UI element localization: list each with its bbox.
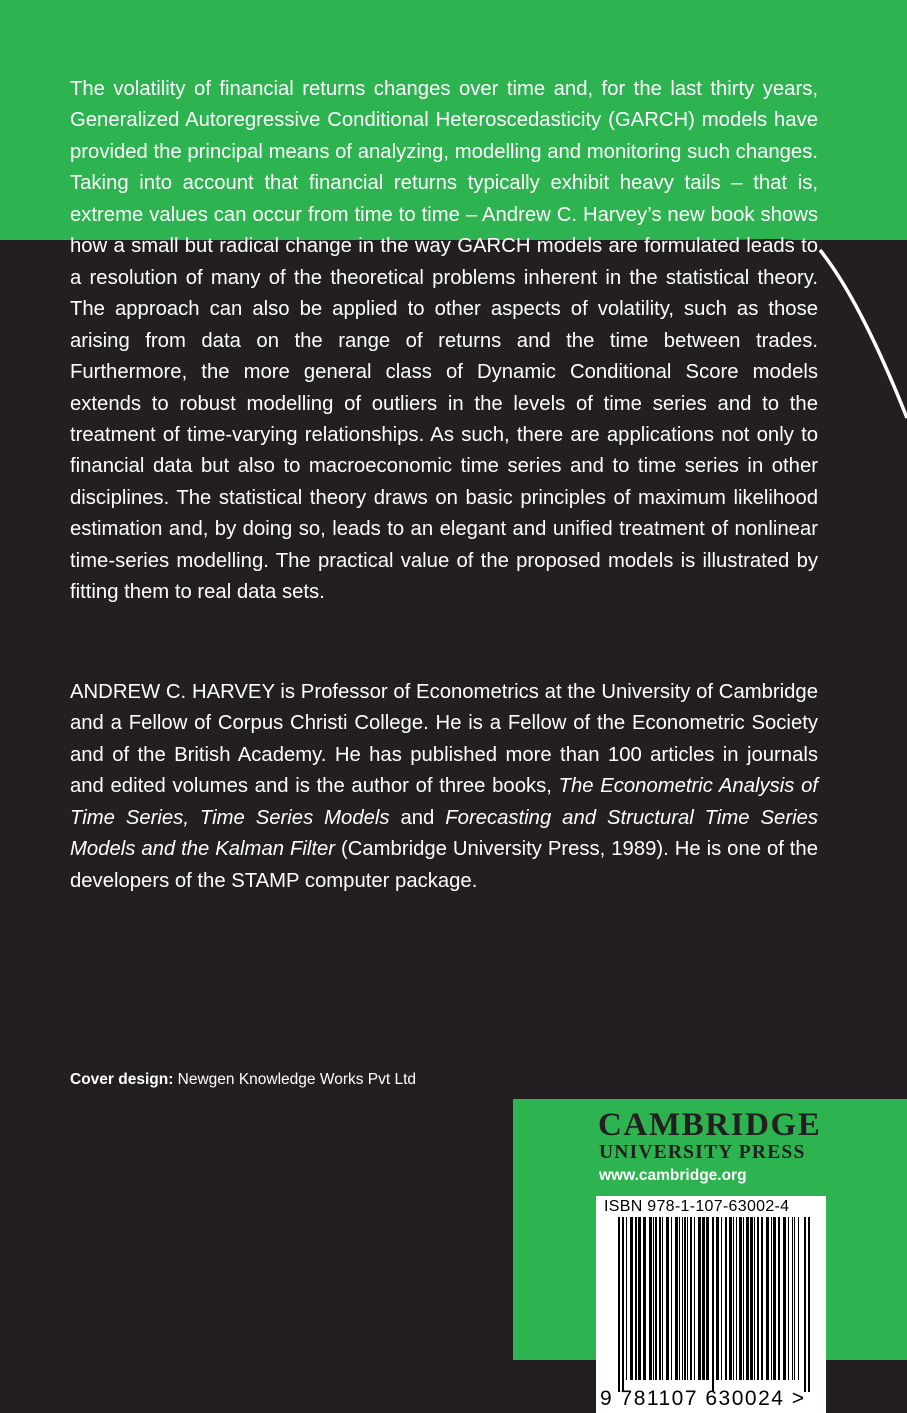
- cover-design-value: Newgen Knowledge Works Pvt Ltd: [173, 1071, 417, 1088]
- barcode-bar: [706, 1217, 709, 1380]
- barcode-bar: [746, 1217, 749, 1380]
- barcode-bar: [653, 1217, 654, 1380]
- barcode-bar: [666, 1217, 669, 1380]
- barcode-bar: [638, 1217, 641, 1380]
- barcode-bar: [743, 1217, 744, 1380]
- barcode-bar: [671, 1217, 672, 1380]
- barcode-bar: [798, 1217, 799, 1380]
- barcode-bar: [690, 1217, 692, 1380]
- barcode-bar: [771, 1217, 772, 1380]
- publisher-box: [513, 1099, 907, 1410]
- barcode-bar: [679, 1217, 680, 1380]
- barcode-bar: [804, 1217, 806, 1392]
- barcode-bar: [618, 1217, 620, 1392]
- barcode-bar: [659, 1217, 661, 1380]
- barcode-bar: [643, 1217, 646, 1380]
- author-bio-conjunction: and: [389, 806, 446, 829]
- barcode-bar: [778, 1217, 780, 1380]
- barcode-bar: [783, 1217, 786, 1380]
- barcode-bar: [649, 1217, 652, 1380]
- cover-design-credit: [70, 1069, 416, 1091]
- barcode-bar: [630, 1217, 633, 1380]
- barcode-bar: [682, 1217, 683, 1380]
- publisher-logo: CAMBRIDGE: [598, 1107, 822, 1143]
- barcode-bar: [635, 1217, 637, 1380]
- barcode-bar: [808, 1217, 810, 1392]
- barcode-bar: [792, 1217, 793, 1380]
- ean-digits: 9 781107 630024 >: [600, 1387, 806, 1410]
- barcode-bar: [750, 1217, 753, 1380]
- barcode-bar: [655, 1217, 657, 1380]
- book-title-1: The Econometric Analysis of Time Series, Time Series Models: [70, 775, 819, 829]
- author-bio: [70, 677, 818, 897]
- barcode-bar: [694, 1217, 695, 1380]
- back-cover-blurb: The volatility of financial returns changes over time and, for the last thirty years, Generalized Autoregressive Conditional Heteroscedasticity (GARCH) models have provided the principal means of analyzing, modelling and monitoring such changes. Taking into account that financial returns typically exhibit heavy tails – that is, extreme values can occur from time to time – Andrew C. Harvey’s new book shows how a small but radical change in the way GARCH models are formulated leads to a resolution of many of the theoretical problems inherent in the statistical theory. The approach can also be applied to other aspects of volatility, such as those arising from data on the range of returns and the time between trades. Furthermore, the more general class of Dynamic Conditional Score models extends to robust modelling of outliers in the levels of time series and to the treatment of time-varying relationships. As such, there are applications not only to financial data but also to macroeconomic time series and to time series in other disciplines. The statistical theory draws on basic principles of maximum likelihood estimation and, by doing so, leads to an elegant and unified treatment of nonlinear time-series modelling. The practical value of the proposed models is illustrated by fitting them to real data sets.: [70, 78, 818, 604]
- publisher-website: www.cambridge.org: [599, 1167, 747, 1184]
- barcode-bar: [662, 1217, 663, 1380]
- barcode-bar: [794, 1217, 795, 1380]
- barcode-bar: [622, 1217, 624, 1392]
- barcode-bar: [736, 1217, 737, 1380]
- barcode-bar: [687, 1217, 688, 1380]
- barcode-bar: [684, 1217, 686, 1380]
- author-bio-intro: ANDREW C. HARVEY is Professor of Econometrics at the University of Cambridge and a Fellow of Corpus Christi College. He is a Fellow of the Econometric Society and of the British Academy. He has published more than 100 articles in journals and edited volumes and is the author of three books,: [70, 681, 818, 798]
- barcode-bar: [698, 1217, 701, 1380]
- barcode-bar: [716, 1217, 719, 1380]
- book-title-2: Forecasting and Structural Time Series Models and the Kalman Filter: [70, 806, 819, 861]
- barcode-bar: [773, 1217, 776, 1380]
- barcode-bar: [754, 1217, 755, 1380]
- barcode-bar: [626, 1217, 627, 1380]
- barcode-bar: [721, 1217, 722, 1380]
- isbn-barcode-box: [596, 1196, 826, 1413]
- barcode-bar: [712, 1217, 714, 1392]
- isbn-number: ISBN 978-1-107-63002-4: [604, 1198, 790, 1215]
- barcode-bar: [766, 1217, 769, 1380]
- barcode-bar: [733, 1217, 734, 1380]
- publisher-logo-sub: UNIVERSITY PRESS: [599, 1142, 806, 1163]
- barcode-icon: [604, 1217, 818, 1392]
- barcode-bar: [702, 1217, 705, 1380]
- barcode-bar: [761, 1217, 763, 1380]
- cover-design-label: Cover design:: [70, 1071, 174, 1088]
- barcode-bar: [788, 1217, 789, 1380]
- barcode-bar: [729, 1217, 732, 1380]
- barcode-bar: [757, 1217, 759, 1380]
- barcode-bar: [725, 1217, 727, 1380]
- barcode-bar: [675, 1217, 678, 1380]
- barcode-bar: [739, 1217, 742, 1380]
- author-bio-outro: (Cambridge University Press, 1989). He is one of the developers of the STAMP computer package.: [70, 838, 818, 892]
